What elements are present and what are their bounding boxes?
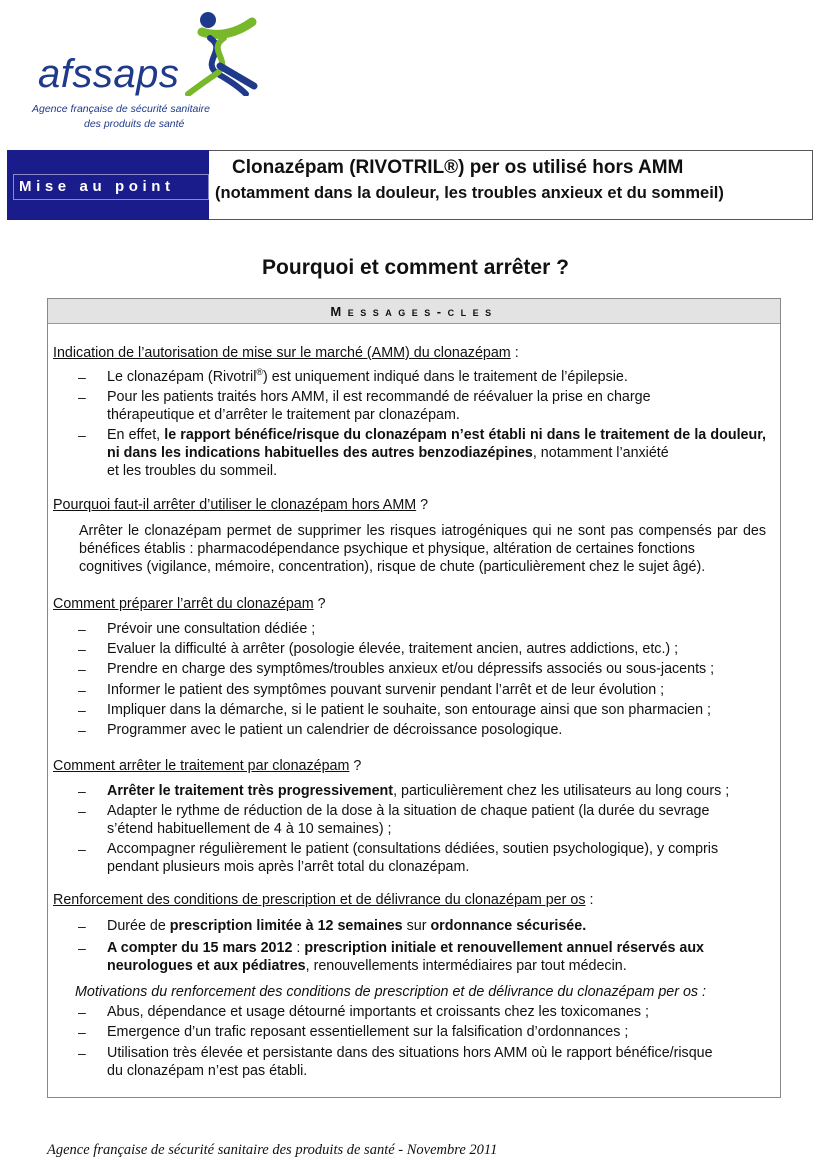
list-item: Evaluer la difficulté à arrêter (posologie élevée, traitement ancien, autres addictions, etc.) ; [107,641,679,657]
section-heading-pourquoi: Pourquoi faut-il arrêter d’utiliser le clonazépam hors AMM ? [53,497,429,513]
figure-helix-icon [180,10,260,96]
bullet-dash: – [78,1045,86,1061]
afssaps-logo [28,8,258,136]
bullet-dash: – [78,661,86,677]
key-messages-box [47,298,781,1098]
bullet-dash: – [78,841,86,857]
bullet-dash: – [78,641,86,657]
logo-wordmark: afssaps [38,52,180,96]
list-item: Durée de prescription limitée à 12 semaines sur ordonnance sécurisée. [107,918,587,934]
list-item: Emergence d’un trafic reposant essentiellement sur la falsification d’ordonnances ; [107,1024,629,1040]
bullet-dash: – [78,918,86,934]
list-item: En effet, le rapport bénéfice/risque du clonazépam n’est établi ni dans le traitement de la douleur, ni dans les indications habituelles des autres benzodiazépines, notamment l’anxiété et les troubles du sommeil. [107,427,766,479]
section-heading-arreter: Comment arrêter le traitement par clonazépam ? [53,758,362,774]
bullet-dash: – [78,621,86,637]
document-subtitle: (notamment dans la douleur, les troubles anxieux et du sommeil) [215,184,724,202]
box-title: Messages-cles [330,304,498,319]
badge-label: Mise au point [19,178,175,195]
list-item: Accompagner régulièrement le patient (consultations dédiées, soutien psychologique), y compris pendant plusieurs mois après l’arrêt total du clonazépam. [107,841,719,875]
list-item: Programmer avec le patient un calendrier de décroissance posologique. [107,722,563,738]
main-heading: Pourquoi et comment arrêter ? [262,256,569,279]
list-item: Prendre en charge des symptômes/troubles anxieux et/ou dépressifs associés ou sous-jacents ; [107,661,715,677]
bullet-dash: – [78,1004,86,1020]
list-item: Prévoir une consultation dédiée ; [107,621,316,637]
bullet-dash: – [78,702,86,718]
section-heading-preparer: Comment préparer l’arrêt du clonazépam ? [53,596,326,612]
section-heading-renforcement: Renforcement des conditions de prescription et de délivrance du clonazépam per os : [53,892,594,908]
motivations-heading: Motivations du renforcement des conditions de prescription et de délivrance du clonazépam per os : [75,984,707,1000]
mise-au-point-badge [7,150,209,220]
bullet-dash: – [78,940,86,956]
bullet-dash: – [78,803,86,819]
list-item: A compter du 15 mars 2012 : prescription initiale et renouvellement annuel réservés aux neurologues et aux pédiatres, renouvellements intermédiaires par tout médecin. [107,940,705,974]
bullet-dash: – [78,682,86,698]
document-title: Clonazépam (RIVOTRIL®) per os utilisé hors AMM [232,157,684,178]
box-header [48,299,780,324]
list-item: Adapter le rythme de réduction de la dose à la situation de chaque patient (la durée du sevrage s’étend habituellement de 4 à 10 semaines) ; [107,803,710,837]
bullet-dash: – [78,1024,86,1040]
list-item: Abus, dépendance et usage détourné importants et croissants chez les toxicomanes ; [107,1004,650,1020]
paragraph-risks: Arrêter le clonazépam permet de supprimer les risques iatrogéniques qui ne sont pas compensés par des bénéfices établis : pharmacodépendance psychique et physique, altération de certaines fonctions cognitives (vigilance, mémoire, concentration), risque de chute (particulièrement chez le sujet âgé). [79,523,766,575]
page-footer: Agence française de sécurité sanitaire des produits de santé - Novembre 2011 [47,1142,498,1158]
bullet-dash: – [78,427,86,443]
bullet-dash: – [78,369,86,385]
bullet-dash: – [78,722,86,738]
list-item: Informer le patient des symptômes pouvant survenir pendant l’arrêt et de leur évolution ; [107,682,665,698]
list-item: Impliquer dans la démarche, si le patient le souhaite, son entourage ainsi que son pharmacien ; [107,702,712,718]
list-item: Le clonazépam (Rivotril®) est uniquement indiqué dans le traitement de l’épilepsie. [107,367,628,385]
logo-subtitle-line1: Agence française de sécurité sanitaire [32,103,211,115]
logo-subtitle-line2: des produits de santé [84,118,185,130]
bullet-dash: – [78,389,86,405]
list-item: Utilisation très élevée et persistante dans des situations hors AMM où le rapport bénéfice/risque du clonazépam n’est pas établi. [107,1045,713,1079]
list-item: Arrêter le traitement très progressivement, particulièrement chez les utilisateurs au long cours ; [107,783,730,799]
list-item: Pour les patients traités hors AMM, il est recommandé de réévaluer la prise en charge thérapeutique et d’arrêter le traitement par clonazépam. [107,389,651,423]
bullet-dash: – [78,783,86,799]
section-heading-indication: Indication de l’autorisation de mise sur le marché (AMM) du clonazépam : [53,345,519,361]
